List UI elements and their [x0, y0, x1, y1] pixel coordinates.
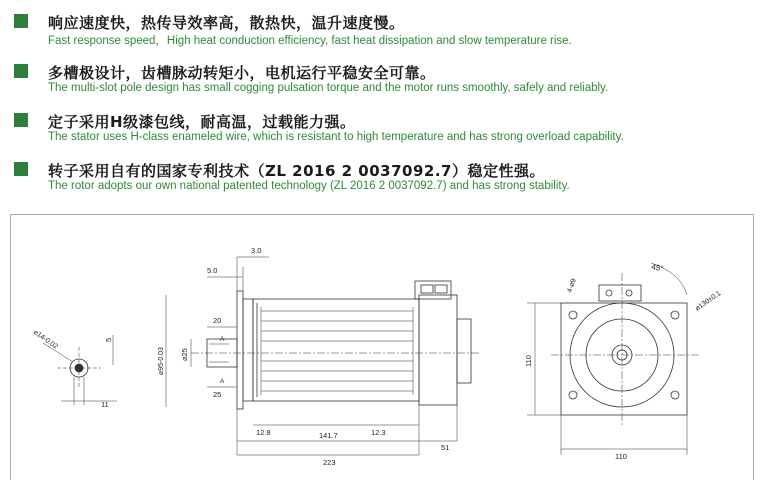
width-110-label: 110 [615, 452, 627, 461]
dim-51-label: 51 [441, 443, 450, 452]
dim-12-3-label: 12.3 [371, 428, 386, 437]
motor-dimension-drawing [11, 215, 755, 481]
angle-label: 45° [650, 262, 665, 274]
feature-1-title: 响应速度快，热传导效率高，散热快，温升速度慢。 [48, 14, 405, 32]
shaft-dia-25-label: ⌀25 [180, 348, 189, 361]
feature-1 [14, 12, 754, 46]
front-view [524, 262, 722, 461]
feature-1-english: Fast response speed，High heat conduction efficiency, fast heat dissipation and slow temperature rise. [48, 35, 572, 47]
spigot-depth-label: 5.0 [207, 266, 218, 275]
height-110-label: 110 [524, 355, 533, 367]
feature-2-title: 多槽极设计，齿槽脉动转矩小，电机运行平稳安全可靠。 [48, 64, 436, 82]
feature-3 [14, 111, 754, 145]
feature-2-english: The multi-slot pole design has small cogging pulsation torque and the motor runs smoothly, safely and reliably. [48, 82, 609, 94]
shaft-diameter-label: ⌀14-0.02 [31, 328, 59, 351]
key-length-label: 20 [213, 316, 222, 325]
feature-3-title: 定子采用H级漆包线，耐高温，过载能力强。 [48, 113, 356, 131]
bullet-square-icon [14, 14, 28, 28]
flange-thickness-label: 3.0 [251, 246, 262, 255]
feature-4-english: The rotor adopts our own national patented technology (ZL 2016 2 0037092.7) and has strong stability. [48, 180, 570, 192]
shaft-length-25-label: 25 [213, 390, 222, 399]
dim-223-label: 223 [323, 458, 336, 467]
bullet-square-icon [14, 113, 28, 127]
dimension-drawing-panel [10, 214, 754, 480]
side-view [158, 246, 481, 467]
dim-12-8-label: 12.8 [256, 428, 271, 437]
dim-141-7-label: 141.7 [319, 431, 338, 440]
feature-4-title: 转子采用自有的国家专利技术（ZL 2016 2 0037092.7）稳定性强。 [48, 162, 545, 180]
holes-label: 4-⌀9 [566, 277, 578, 294]
key-width-label: 5 [104, 337, 113, 342]
spigot-dia-95-label: ⌀95-0.03 [158, 347, 165, 375]
bullet-square-icon [14, 162, 28, 176]
section-a-top-label: A [220, 336, 225, 343]
feature-2 [14, 62, 754, 96]
shaft-end-view [32, 329, 117, 409]
feature-4 [14, 160, 754, 194]
bullet-square-icon [14, 64, 28, 78]
pcd-label: ⌀130±0.1 [694, 290, 723, 313]
feature-3-english: The stator uses H-class enameled wire, which is resistant to high temperature and has strong overload capability. [48, 131, 624, 143]
shaft-length-label: 11 [101, 400, 109, 409]
section-a-bottom-label: A [220, 378, 225, 385]
